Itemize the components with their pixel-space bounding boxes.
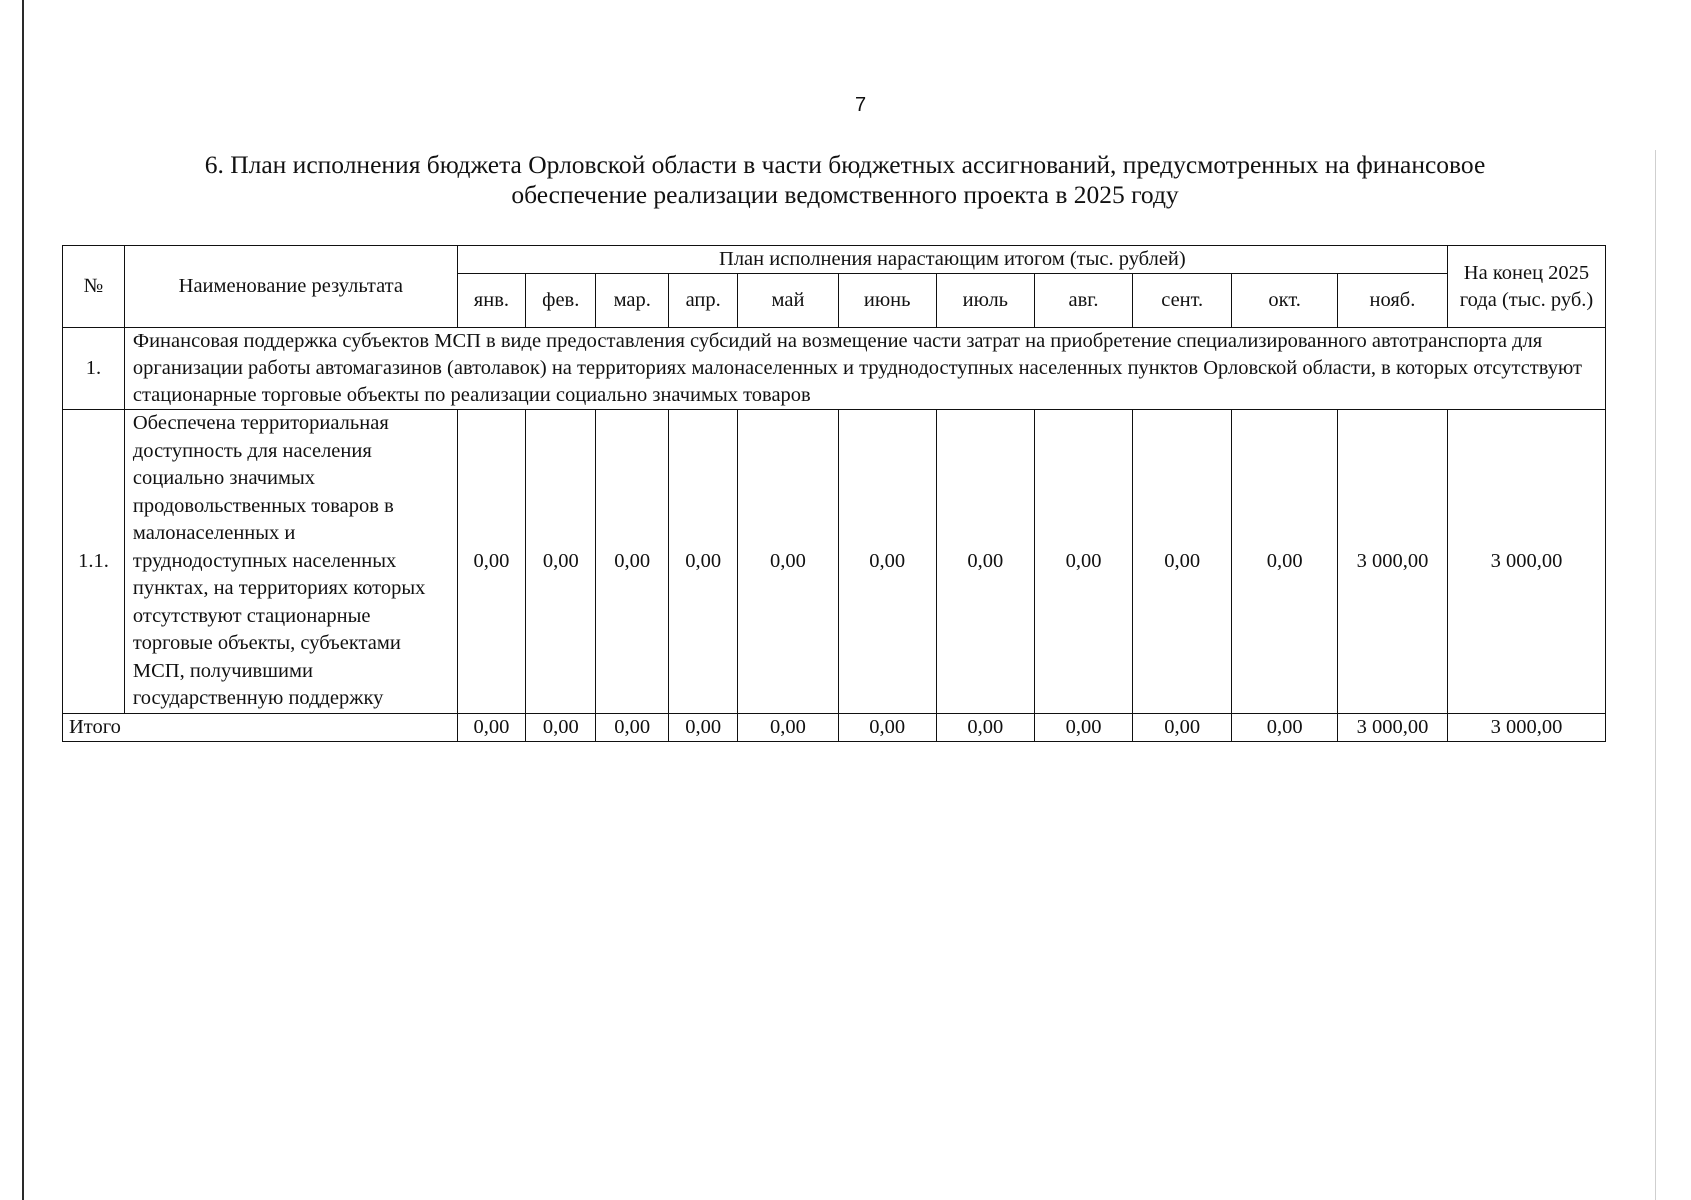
result-value: 0,00	[1232, 410, 1338, 714]
month-header: янв.	[457, 274, 525, 328]
budget-plan-table	[62, 245, 1606, 742]
month-header: окт.	[1232, 274, 1338, 328]
total-value: 0,00	[1232, 713, 1338, 741]
month-header: нояб.	[1337, 274, 1447, 328]
month-header: июль	[936, 274, 1034, 328]
col-end-header: На конец 2025 года (тыс. руб.)	[1447, 246, 1605, 328]
total-value: 0,00	[596, 713, 669, 741]
result-value: 0,00	[669, 410, 738, 714]
total-value: 0,00	[838, 713, 936, 741]
total-end-value: 3 000,00	[1447, 713, 1605, 741]
scan-left-edge	[22, 0, 24, 1200]
total-value: 0,00	[936, 713, 1034, 741]
scan-right-edge	[1655, 150, 1656, 1200]
result-row	[63, 410, 1606, 714]
result-value: 0,00	[936, 410, 1034, 714]
result-value: 0,00	[1034, 410, 1132, 714]
section-description: Финансовая поддержка субъектов МСП в виде предоставления субсидий на возмещение части затрат на приобретение специализированного автотранспорта для организации работы автомагазинов (автолавок) на территориях малонаселенных и труднодоступных населенных пунктов Орловской области, в которых отсутствуют стационарные торговые объекты по реализации социально значимых товаров	[124, 328, 1605, 410]
total-value: 0,00	[1034, 713, 1132, 741]
section-row	[63, 328, 1606, 410]
plan-group-header: План исполнения нарастающим итогом (тыс. рублей)	[457, 246, 1447, 274]
total-value: 0,00	[738, 713, 838, 741]
total-row	[63, 713, 1606, 741]
section-title	[110, 150, 1580, 210]
month-header: апр.	[669, 274, 738, 328]
total-value: 0,00	[1133, 713, 1232, 741]
section-num: 1.	[63, 328, 125, 410]
header-row-group	[63, 246, 1606, 274]
month-header: сент.	[1133, 274, 1232, 328]
result-value: 0,00	[838, 410, 936, 714]
result-end-value: 3 000,00	[1447, 410, 1605, 714]
total-value: 0,00	[526, 713, 596, 741]
title-line-1: 6. План исполнения бюджета Орловской области в части бюджетных ассигнований, предусмотренных на финансовое	[204, 150, 1486, 179]
result-name: Обеспечена территориальная доступность для населения социально значимых продовольственных товаров в малонаселенных и труднодоступных населенных пунктах, на территориях которых отсутствуют стационарные торговые объекты, субъектами МСП, получившими государственную поддержку	[124, 410, 457, 714]
result-num: 1.1.	[63, 410, 125, 714]
month-header: июнь	[838, 274, 936, 328]
result-value: 0,00	[596, 410, 669, 714]
month-header: май	[738, 274, 838, 328]
col-num-header: №	[63, 246, 125, 328]
total-value: 3 000,00	[1337, 713, 1447, 741]
total-value: 0,00	[669, 713, 738, 741]
result-value: 0,00	[1133, 410, 1232, 714]
total-value: 0,00	[457, 713, 525, 741]
month-header: мар.	[596, 274, 669, 328]
page-number: 7	[854, 94, 867, 116]
result-value: 0,00	[457, 410, 525, 714]
total-label: Итого	[63, 713, 458, 741]
col-name-header: Наименование результата	[124, 246, 457, 328]
month-header: авг.	[1034, 274, 1132, 328]
result-value: 0,00	[738, 410, 838, 714]
title-line-2: обеспечение реализации ведомственного проекта в 2025 году	[511, 180, 1179, 209]
result-value: 3 000,00	[1337, 410, 1447, 714]
month-header: фев.	[526, 274, 596, 328]
result-value: 0,00	[526, 410, 596, 714]
